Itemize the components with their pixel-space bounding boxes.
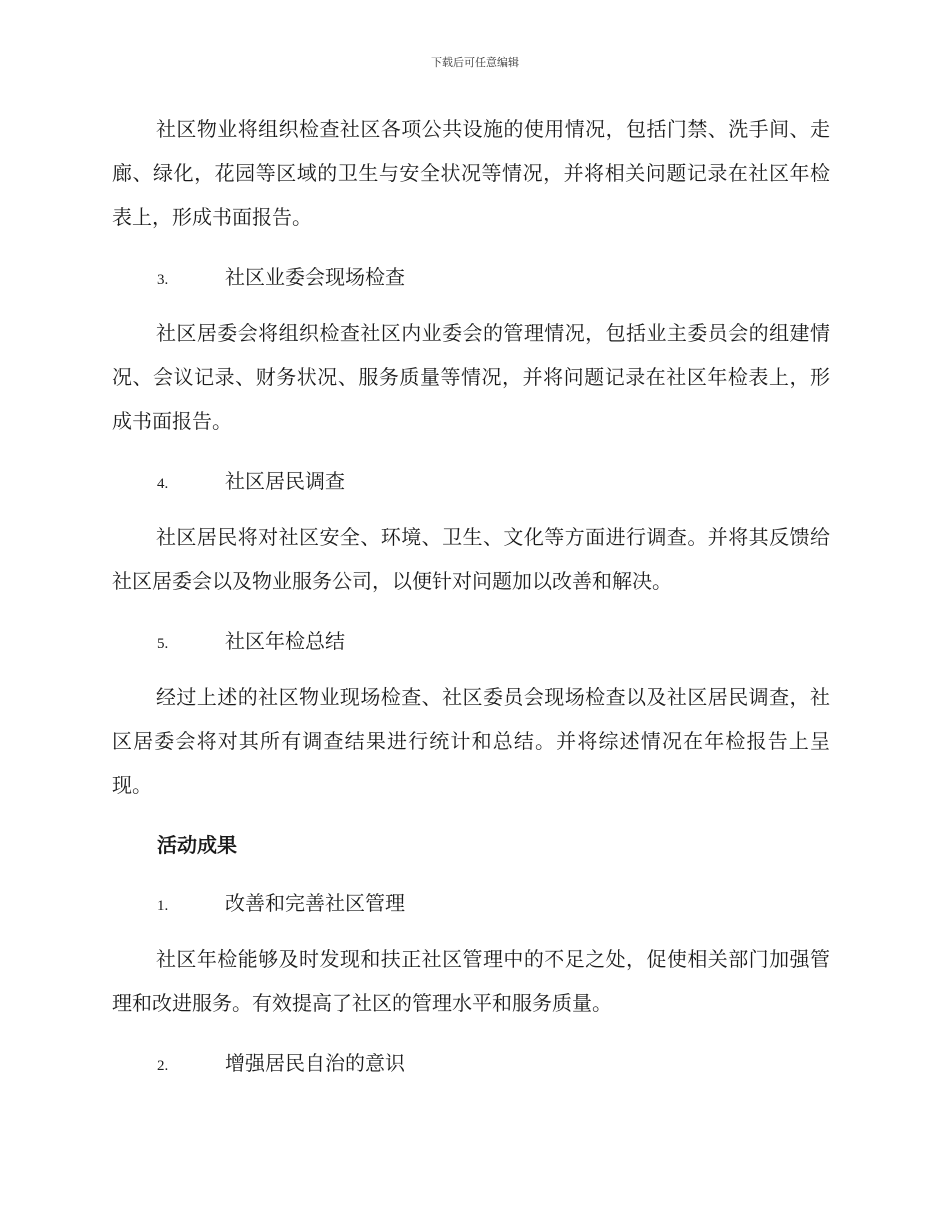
list-number: 5. [157, 636, 169, 652]
list-item-text: 社区居民调查 [225, 469, 345, 493]
list-item-text: 社区年检总结 [225, 629, 345, 653]
list-item-text: 增强居民自治的意识 [225, 1051, 405, 1075]
list-item-text: 改善和完善社区管理 [225, 891, 405, 915]
page-header: 下载后可任意编辑 [431, 56, 519, 69]
list-item-3 [157, 263, 405, 294]
paragraph-resident-survey: 社区居民将对社区安全、环境、卫生、文化等方面进行调查。并将其反馈给社区居委会以及物业服务公司，以便针对问题加以改善和解决。 [112, 525, 830, 593]
result-item-1 [157, 889, 405, 920]
list-number: 1. [157, 898, 169, 914]
list-item-5 [157, 627, 345, 658]
result-item-2 [157, 1049, 405, 1080]
list-item-4 [157, 467, 345, 498]
list-number: 3. [157, 272, 169, 288]
list-number: 2. [157, 1058, 169, 1074]
section-heading: 活动成果 [157, 833, 237, 857]
paragraph-management-improvement: 社区年检能够及时发现和扶正社区管理中的不足之处，促使相关部门加强管理和改进服务。有效提高了社区的管理水平和服务质量。 [112, 947, 830, 1015]
list-number: 4. [157, 476, 169, 492]
paragraph-annual-summary: 经过上述的社区物业现场检查、社区委员会现场检查以及社区居民调查，社区居委会将对其所有调查结果进行统计和总结。并将综述情况在年检报告上呈现。 [112, 685, 830, 797]
paragraph-committee-inspection: 社区居委会将组织检查社区内业委会的管理情况，包括业主委员会的组建情况、会议记录、财务状况、服务质量等情况，并将问题记录在社区年检表上，形成书面报告。 [112, 321, 830, 433]
paragraph-property-inspection: 社区物业将组织检查社区各项公共设施的使用情况，包括门禁、洗手间、走廊、绿化，花园等区域的卫生与安全状况等情况，并将相关问题记录在社区年检表上，形成书面报告。 [112, 117, 830, 229]
list-item-text: 社区业委会现场检查 [225, 265, 405, 289]
